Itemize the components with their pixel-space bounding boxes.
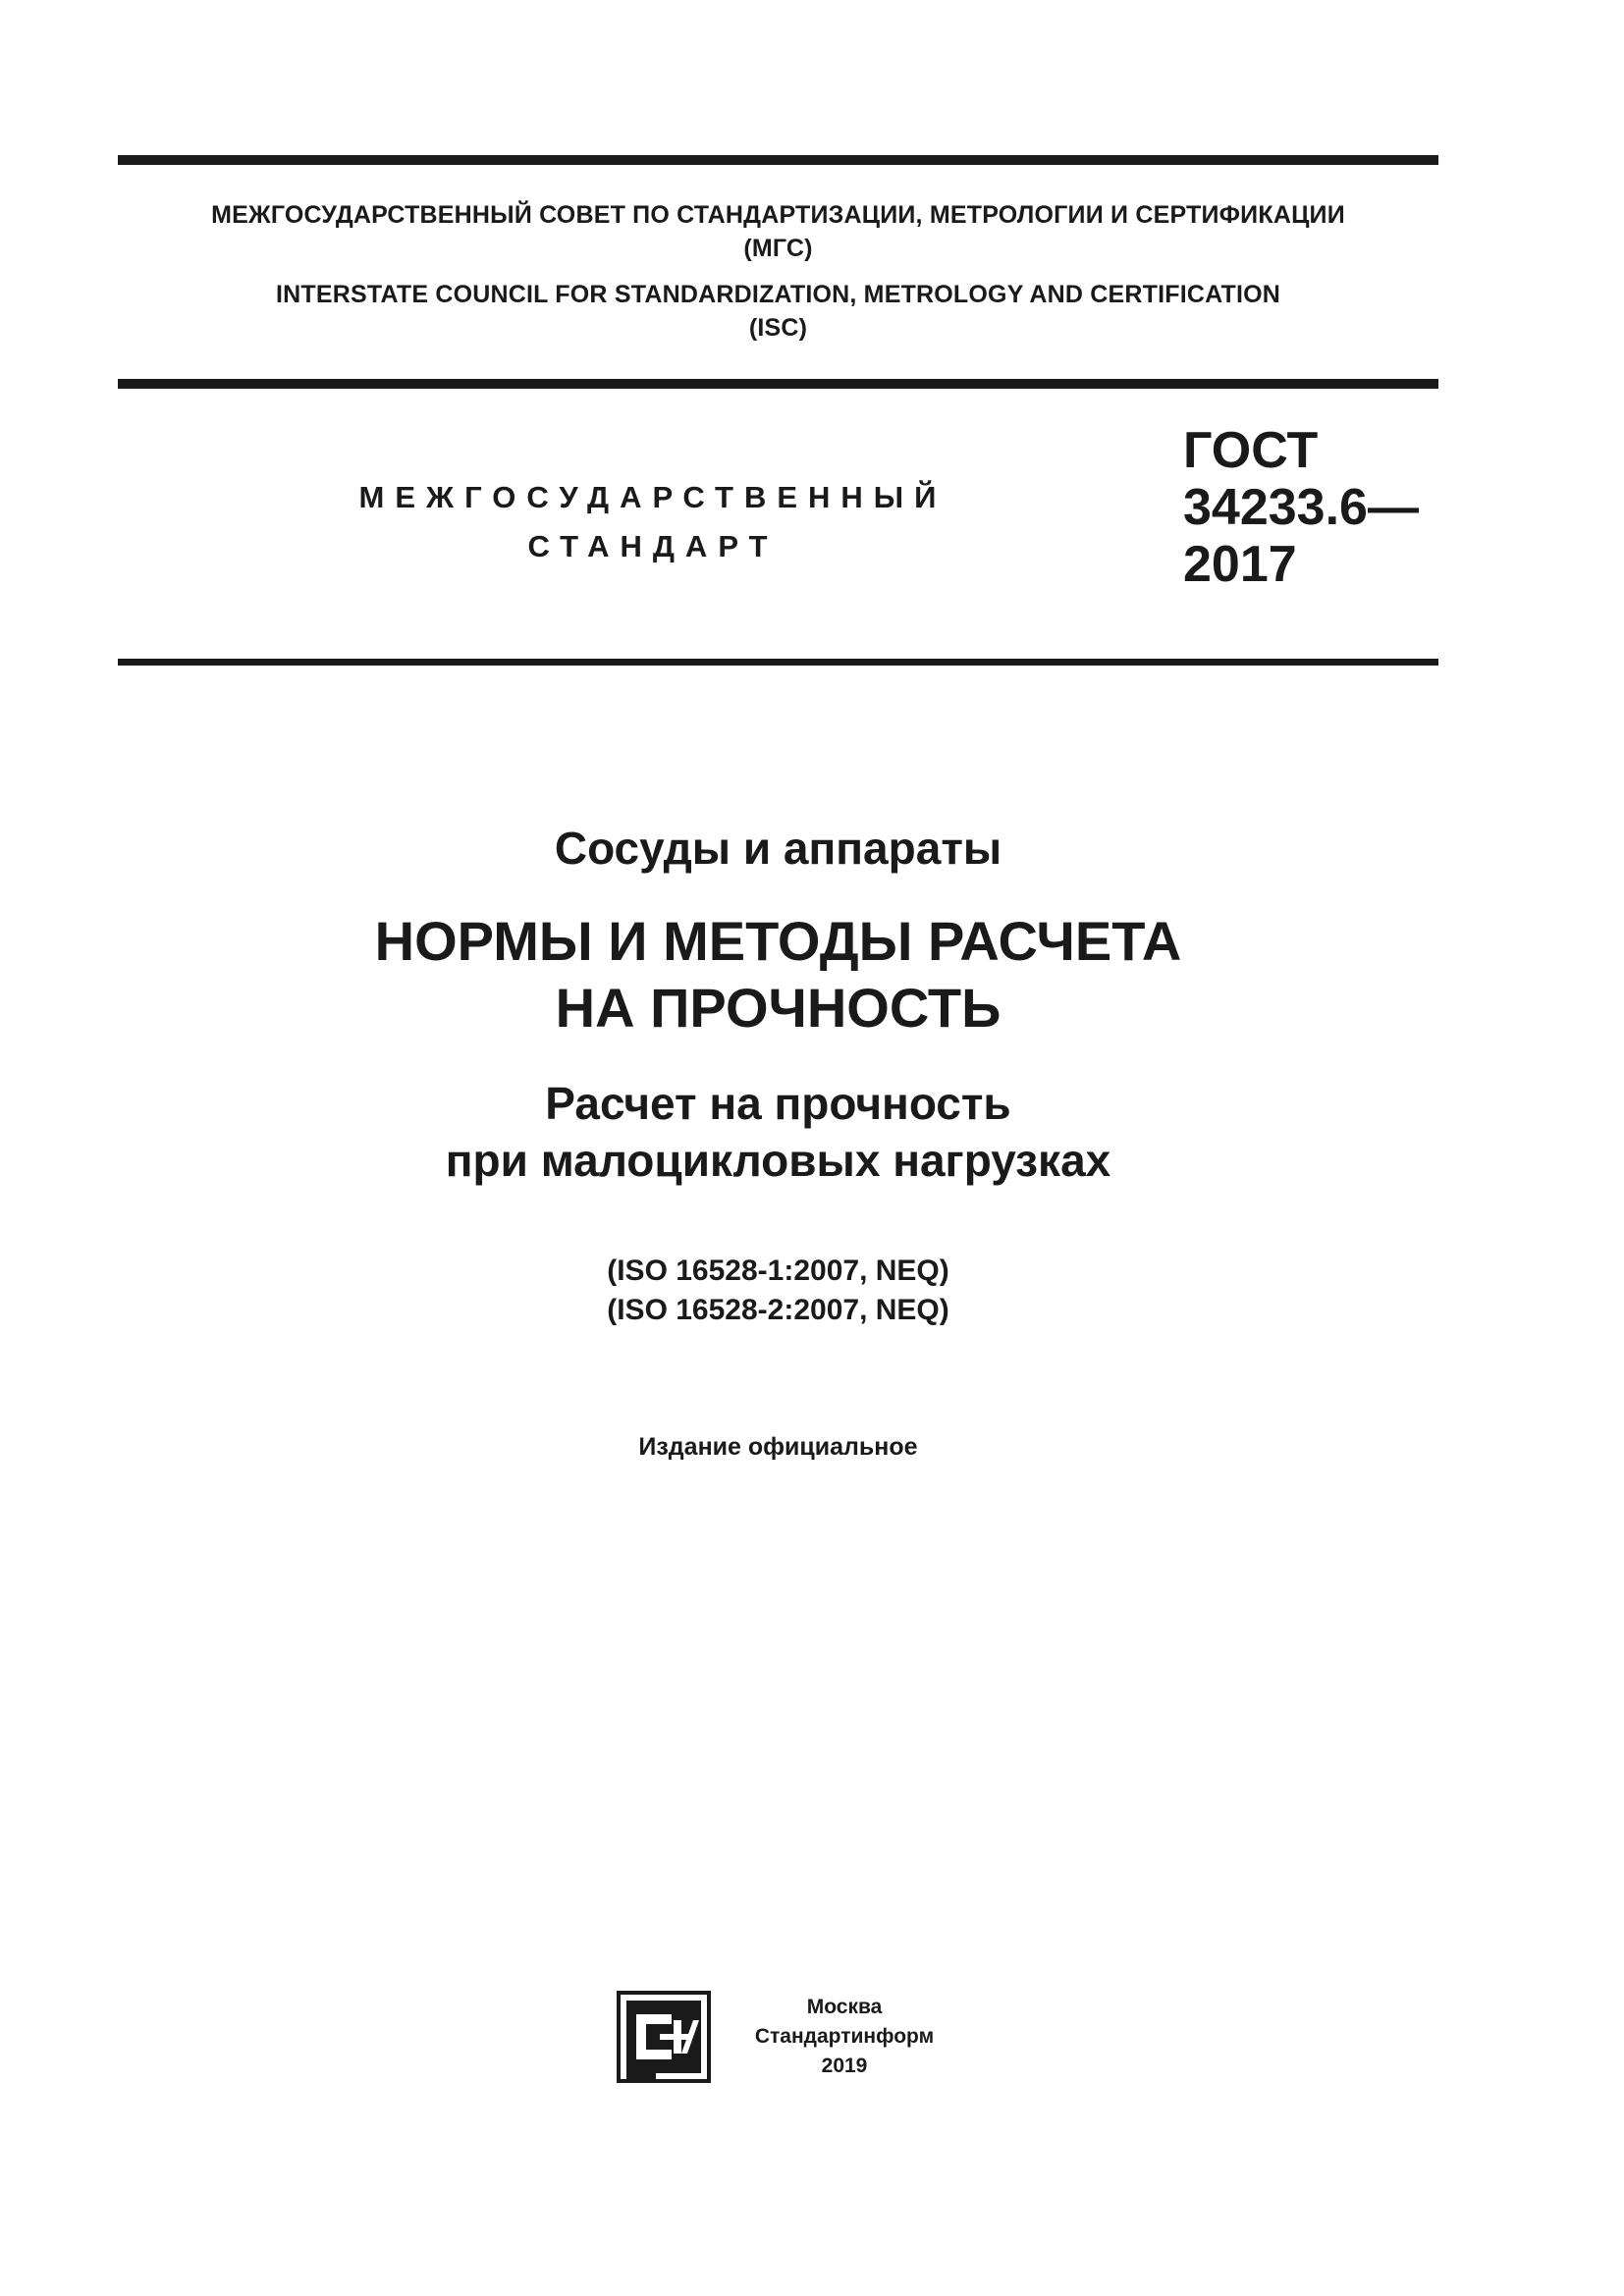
standard-code-line-3: 2017 [1183,536,1297,593]
document-subtitle-line-1: Расчет на прочность [545,1078,1011,1129]
standartinform-logo-icon [617,1991,711,2083]
standard-kind-line-1: МЕЖГОСУДАРСТВЕННЫЙ [358,480,947,514]
standard-code [1183,422,1419,593]
council-abbr-en: (ISC) [748,314,808,342]
bottom-rule [118,659,1438,666]
publisher-city: Москва [806,1996,883,2018]
iso-reference-1: (ISO 16528-1:2007, NEQ) [607,1255,949,1287]
document-subtitle-line-2: при малоцикловых нагрузках [445,1135,1111,1186]
document-title-line-2: НА ПРОЧНОСТЬ [555,977,1001,1039]
standard-code-line-2: 34233.6— [1183,479,1419,536]
edition-label: Издание официальное [638,1433,918,1461]
publisher-year: 2019 [821,2055,868,2077]
publisher-name: Стандартинформ [754,2025,935,2048]
document-title-line-1: НОРМЫ И МЕТОДЫ РАСЧЕТА [374,910,1182,972]
iso-reference-2: (ISO 16528-2:2007, NEQ) [607,1294,949,1326]
council-name-ru: МЕЖГОСУДАРСТВЕННЫЙ СОВЕТ ПО СТАНДАРТИЗАЦИИ, МЕТРОЛОГИИ И СЕРТИФИКАЦИИ [211,201,1345,229]
standard-code-line-1: ГОСТ [1183,422,1319,479]
publisher-block [727,1993,962,2081]
document-subject: Сосуды и аппараты [554,823,1002,874]
standard-kind-line-2: СТАНДАРТ [527,529,779,563]
council-name-en: INTERSTATE COUNCIL FOR STANDARDIZATION, METROLOGY AND CERTIFICATION [275,281,1281,308]
council-abbr-ru: (МГС) [743,235,813,262]
middle-rule [118,379,1438,389]
top-rule [118,155,1438,165]
